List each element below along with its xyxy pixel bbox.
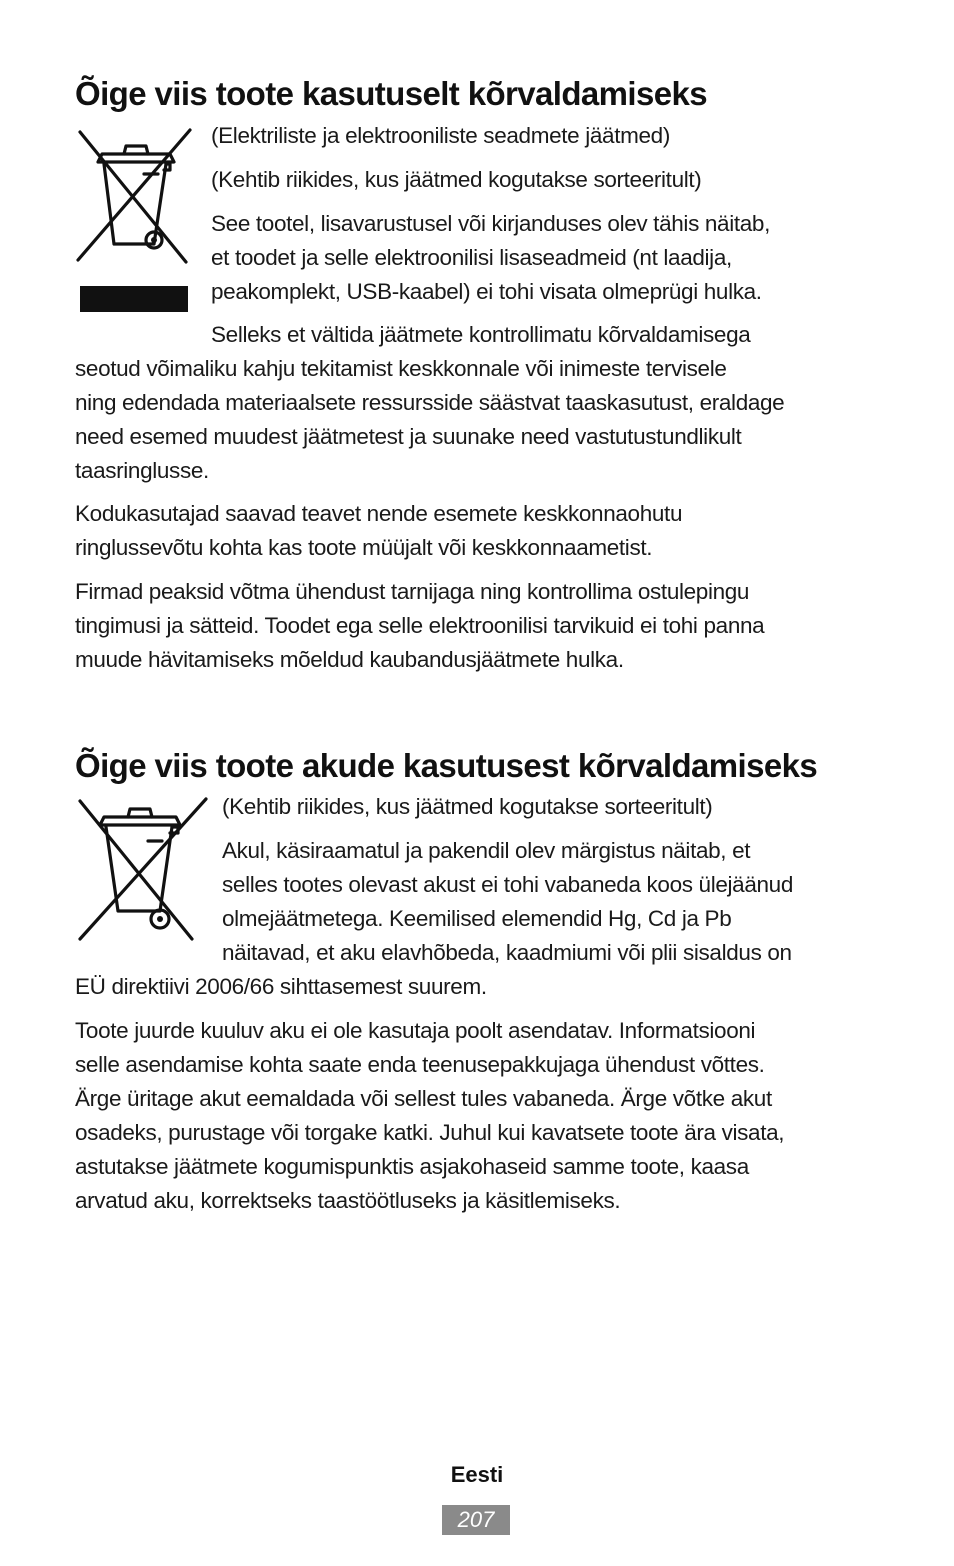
text-line: ringlussevõtu kohta kas toote müüjalt või keskkonnaametist. [75, 535, 653, 560]
text-line: Ärge üritage akut eemaldada või sellest tules vabaneda. Ärge võtke akut [75, 1086, 772, 1111]
text-line: Kodukasutajad saavad teavet nende esemete keskkonnaohutu [75, 501, 683, 526]
text-line: osadeks, purustage või torgake katki. Juhul kui kavatsete toote ära visata, [75, 1120, 785, 1145]
text-line: tingimusi ja sätteid. Toodet ega selle elektroonilisi tarvikuid ei tohi panna [75, 613, 765, 638]
footer-language-label: Eesti [450, 1462, 504, 1487]
text-line: taasringlusse. [75, 458, 209, 483]
text-line: selle asendamise kohta saate enda teenusepakkujaga ühendust võttes. [75, 1052, 765, 1077]
text-line: olmejäätmetega. Keemilised elemendid Hg, Cd ja Pb [222, 906, 732, 931]
text-line: muude hävitamiseks mõeldud kaubandusjäätmete hulka. [75, 647, 624, 672]
text-line: selles tootes olevast akust ei tohi vabaneda koos ülejäänud [222, 872, 793, 897]
text-line: See tootel, lisavarustusel või kirjanduses olev tähis näitab, [211, 211, 770, 236]
text-line: need esemed muudest jäätmetest ja suunake need vastutustundlikult [75, 424, 742, 449]
text-line: astutakse jäätmete kogumispunktis asjakohaseid samme toote, kaasa [75, 1154, 749, 1179]
text-line: Selleks et vältida jäätmete kontrollimatu kõrvaldamisega [211, 322, 751, 347]
text-line: arvatud aku, korrektseks taastöötluseks ja käsitlemiseks. [75, 1188, 621, 1213]
text-line: näitavad, et aku elavhõbeda, kaadmiumi või plii sisaldus on [222, 940, 792, 965]
text-line: et toodet ja selle elektroonilisi lisaseadmeid (nt laadija, [211, 245, 732, 270]
text-line: Toote juurde kuuluv aku ei ole kasutaja poolt asendatav. Informatsiooni [75, 1018, 756, 1043]
crossed-out-wheelie-bin-icon [74, 795, 210, 943]
text-line: Firmad peaksid võtma ühendust tarnijaga ning kontrollima ostulepingu [75, 579, 750, 604]
text-line: ning edendada materiaalsete ressursside säästvat taaskasutust, eraldage [75, 390, 785, 415]
text-line: Akul, käsiraamatul ja pakendil olev märgistus näitab, et [222, 838, 751, 863]
text-line: (Kehtib riikides, kus jäätmed kogutakse sorteeritult) [211, 167, 702, 192]
section-title-weee: Õige viis toote kasutuselt kõrvaldamiseks [75, 75, 708, 112]
text-line: (Elektriliste ja elektrooniliste seadmete jäätmed) [211, 123, 670, 148]
crossed-out-wheelie-bin-icon [74, 124, 196, 316]
text-line: seotud võimaliku kahju tekitamist keskkonnale või inimeste tervisele [75, 356, 727, 381]
section-title-battery: Õige viis toote akude kasutusest kõrvaldamiseks [75, 747, 818, 784]
text-line: peakomplekt, USB-kaabel) ei tohi visata olmeprügi hulka. [211, 279, 762, 304]
page-number-badge: 207 [442, 1505, 510, 1535]
text-line: EÜ direktiivi 2006/66 sihttasemest suurem. [75, 974, 487, 999]
text-line: (Kehtib riikides, kus jäätmed kogutakse sorteeritult) [222, 794, 713, 819]
